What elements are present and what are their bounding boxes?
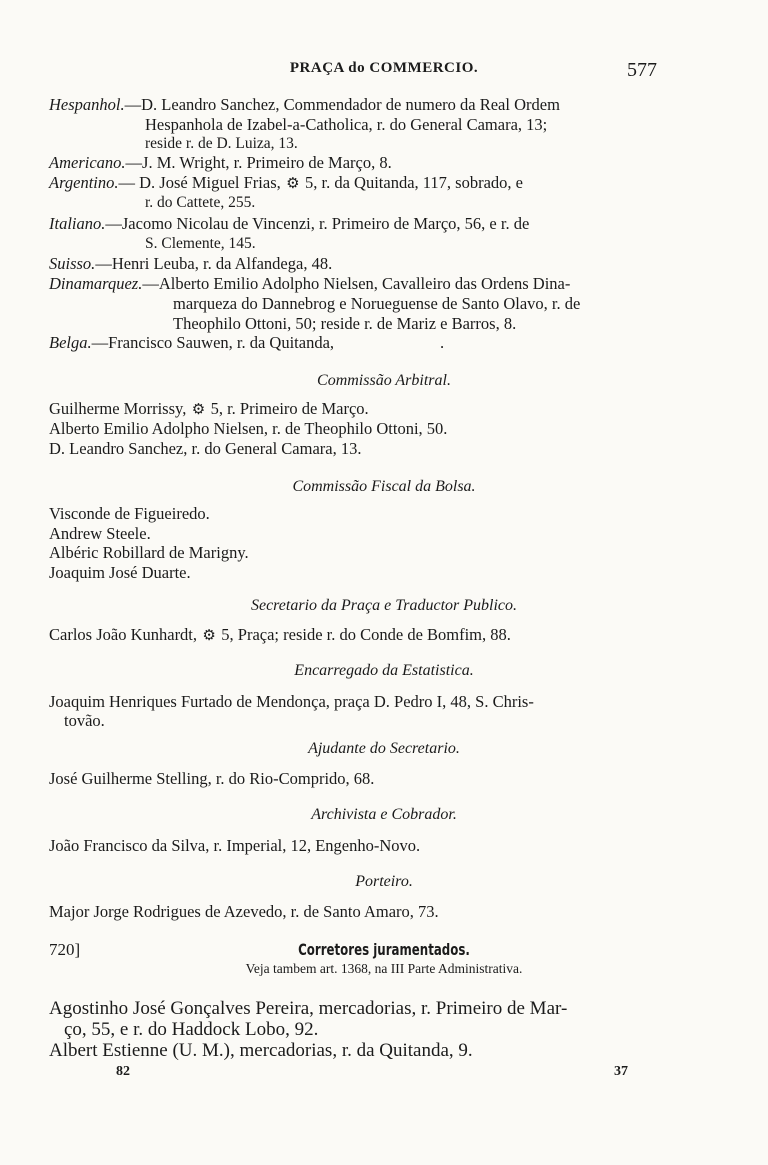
wheel-icon: ⚙ — [191, 402, 206, 418]
porteiro-line: Major Jorge Rodrigues de Azevedo, r. de Santo Amaro, 73. — [49, 902, 439, 921]
signature-mark: 82 — [116, 1064, 130, 1079]
entry-text: 5, r. Primeiro de Março. — [210, 399, 369, 418]
consul-text: 5, r. da Quitanda, 117, sobrado, e — [305, 173, 523, 192]
consul-italy — [49, 214, 529, 234]
consul-switzerland — [49, 254, 332, 274]
consul-line: reside r. de D. Luiza, 13. — [145, 135, 298, 152]
consul-text: —D. Leandro Sanchez, Commendador de numero da Real Ordem — [124, 95, 560, 114]
consul-label: Argentino. — [49, 173, 119, 192]
corretor-line: Agostinho José Gonçalves Pereira, mercadorias, r. Primeiro de Mar- — [49, 998, 568, 1019]
paragraph-number: 720] — [49, 940, 81, 959]
corretor-line: ço, 55, e r. do Haddock Lobo, 92. — [64, 1019, 319, 1040]
consul-label: Italiano. — [49, 214, 106, 233]
consul-label: Americano. — [49, 153, 126, 172]
consul-line: . — [440, 333, 445, 352]
entry-text: Guilherme Morrissy, — [49, 399, 187, 418]
consul-text: —Alberto Emilio Adolpho Nielsen, Cavalleiro das Ordens Dina- — [142, 274, 571, 293]
wheel-icon: ⚙ — [202, 628, 216, 644]
consul-denmark — [49, 274, 570, 294]
entry-text: 5, Praça; reside r. do Conde de Bomfim, 88. — [221, 625, 511, 644]
consul-text: —J. M. Wright, r. Primeiro de Março, 8. — [125, 153, 392, 172]
ajudante-line: José Guilherme Stelling, r. do Rio-Comprido, 68. — [49, 769, 375, 788]
secretario-line — [49, 625, 511, 646]
section-title-porteiro: Porteiro. — [355, 873, 413, 890]
sheet-number: 37 — [614, 1064, 628, 1079]
section-title-arbitral: Commissão Arbitral. — [317, 372, 451, 389]
section-title-corretores: Corretores juramentados. — [298, 940, 470, 959]
fiscal-line: Andrew Steele. — [49, 524, 151, 543]
arbitral-line: D. Leandro Sanchez, r. do General Camara, 13. — [49, 439, 362, 458]
fiscal-line: Albéric Robillard de Marigny. — [49, 543, 249, 562]
section-title-secretario: Secretario da Praça e Traductor Publico. — [250, 597, 518, 614]
corretor-line: Albert Estienne (U. M.), mercadorias, r. da Quitanda, 9. — [49, 1040, 473, 1061]
running-head: PRAÇA do COMMERCIO. — [289, 60, 479, 76]
fiscal-line: Visconde de Figueiredo. — [49, 504, 210, 523]
consul-text: —Henri Leuba, r. da Alfandega, 48. — [95, 254, 333, 273]
consul-line: r. do Cattete, 255. — [145, 194, 256, 211]
arbitral-line — [49, 399, 369, 420]
section-title-fiscal: Commissão Fiscal da Bolsa. — [292, 478, 476, 495]
consul-line: S. Clemente, 145. — [145, 235, 256, 252]
fiscal-line: Joaquim José Duarte. — [49, 563, 191, 582]
page-number: 577 — [627, 59, 657, 81]
wheel-icon: ⚙ — [286, 176, 300, 192]
consul-label: Suisso. — [49, 254, 96, 273]
consul-label: Belga. — [49, 333, 92, 352]
consul-usa — [49, 153, 392, 173]
consul-belgium — [49, 333, 334, 353]
consul-argentina — [49, 173, 523, 194]
entry-text: Carlos João Kunhardt, — [49, 625, 198, 644]
consul-spain — [49, 95, 560, 115]
section-title-ajudante: Ajudante do Secretario. — [308, 740, 460, 757]
estatistica-line: Joaquim Henriques Furtado de Mendonça, praça D. Pedro I, 48, S. Chris- — [49, 692, 534, 711]
consul-text: —Jacomo Nicolau de Vincenzi, r. Primeiro de Março, 56, e r. de — [105, 214, 530, 233]
section-title-archivista: Archivista e Cobrador. — [311, 806, 457, 823]
consul-label: Dinamarquez. — [49, 274, 143, 293]
estatistica-line: tovão. — [64, 711, 105, 730]
consul-text: — D. José Miguel Frias, — [118, 173, 281, 192]
arbitral-line: Alberto Emilio Adolpho Nielsen, r. de Theophilo Ottoni, 50. — [49, 419, 448, 438]
consul-text: —Francisco Sauwen, r. da Quitanda, — [91, 333, 335, 352]
consul-line: Theophilo Ottoni, 50; reside r. de Mariz e Barros, 8. — [173, 314, 517, 333]
consul-label: Hespanhol. — [49, 95, 125, 114]
consul-line: marqueza do Dannebrog e Norueguense de Santo Olavo, r. de — [173, 294, 581, 313]
archivista-line: João Francisco da Silva, r. Imperial, 12, Engenho-Novo. — [49, 836, 421, 855]
consul-line: Hespanhola de Izabel-a-Catholica, r. do General Camara, 13; — [145, 115, 548, 134]
cross-reference-note: Veja tambem art. 1368, na III Parte Administrativa. — [245, 961, 523, 976]
section-title-estatistica: Encarregado da Estatistica. — [294, 662, 474, 679]
